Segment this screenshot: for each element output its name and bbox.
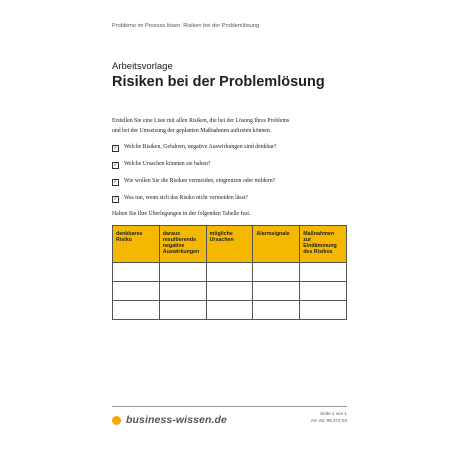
table-cell[interactable] — [253, 282, 300, 301]
column-header-measures: Maßnahmen zur Eindämmung des Risikos — [300, 226, 347, 263]
risk-table — [112, 225, 347, 320]
checkbox-checked-icon: ✓ — [113, 180, 118, 185]
table-row — [113, 263, 347, 282]
logo-text: business-wissen.de — [126, 414, 228, 426]
column-header-alarm-signals: Alarmsignale — [253, 226, 300, 263]
table-cell[interactable] — [159, 301, 206, 320]
table-row — [113, 282, 347, 301]
logo-dot-icon — [112, 416, 121, 425]
document-type-label: Arbeitsvorlage — [112, 61, 173, 72]
table-cell[interactable] — [113, 301, 160, 320]
table-cell[interactable] — [206, 301, 253, 320]
checklist-item-text: Wie wollen Sie die Risiken vermeiden, eingrenzen oder mildern? — [124, 178, 276, 184]
table-cell[interactable] — [253, 263, 300, 282]
table-instruction: Halten Sie Ihre Überlegungen in der folgenden Tabelle fest. — [112, 211, 251, 217]
column-header-impacts: daraus resultierende negative Auswirkungen — [159, 226, 206, 263]
page-info — [311, 410, 347, 424]
checklist-item-text: Welche Risiken, Gefahren, negative Auswirkungen sind denkbar? — [124, 144, 277, 150]
checkbox-checked-icon: ✓ — [113, 146, 118, 151]
table-row — [113, 301, 347, 320]
footer-divider — [112, 406, 347, 407]
page-number: Seite 1 von 1 — [320, 411, 347, 416]
intro-line-1: Erstellen Sie eine Liste mit allen Risiken, die bei der Lösung Ihres Problems — [112, 118, 290, 124]
checklist-item-text: Welche Ursachen könnten sie haben? — [124, 161, 211, 167]
table-cell[interactable] — [300, 263, 347, 282]
page-header: Probleme im Prozess lösen: Risiken bei der Problemlösung — [112, 23, 260, 29]
table-header-row — [113, 226, 347, 263]
table-cell[interactable] — [113, 282, 160, 301]
checkbox-checked-icon: ✓ — [113, 197, 118, 202]
table-cell[interactable] — [253, 301, 300, 320]
checkbox-checked-icon: ✓ — [113, 163, 118, 168]
table-cell[interactable] — [206, 282, 253, 301]
document-title: Risiken bei der Problemlösung — [112, 74, 325, 90]
intro-line-2: und bei der Umsetzung der geplanten Maßnahmen auftreten können. — [112, 128, 272, 134]
logo — [112, 414, 227, 426]
table-cell[interactable] — [159, 263, 206, 282]
column-header-causes: mögliche Ursachen — [206, 226, 253, 263]
table-cell[interactable] — [300, 301, 347, 320]
checklist-item-text: Was tun, wenn sich das Risiko nicht vermeiden lässt? — [124, 195, 248, 201]
table-cell[interactable] — [159, 282, 206, 301]
article-number: Art.-Nr. 99.272.03 — [310, 418, 347, 423]
table-cell[interactable] — [206, 263, 253, 282]
table-cell[interactable] — [300, 282, 347, 301]
column-header-risk: denkbares Risiko — [113, 226, 160, 263]
table-cell[interactable] — [113, 263, 160, 282]
